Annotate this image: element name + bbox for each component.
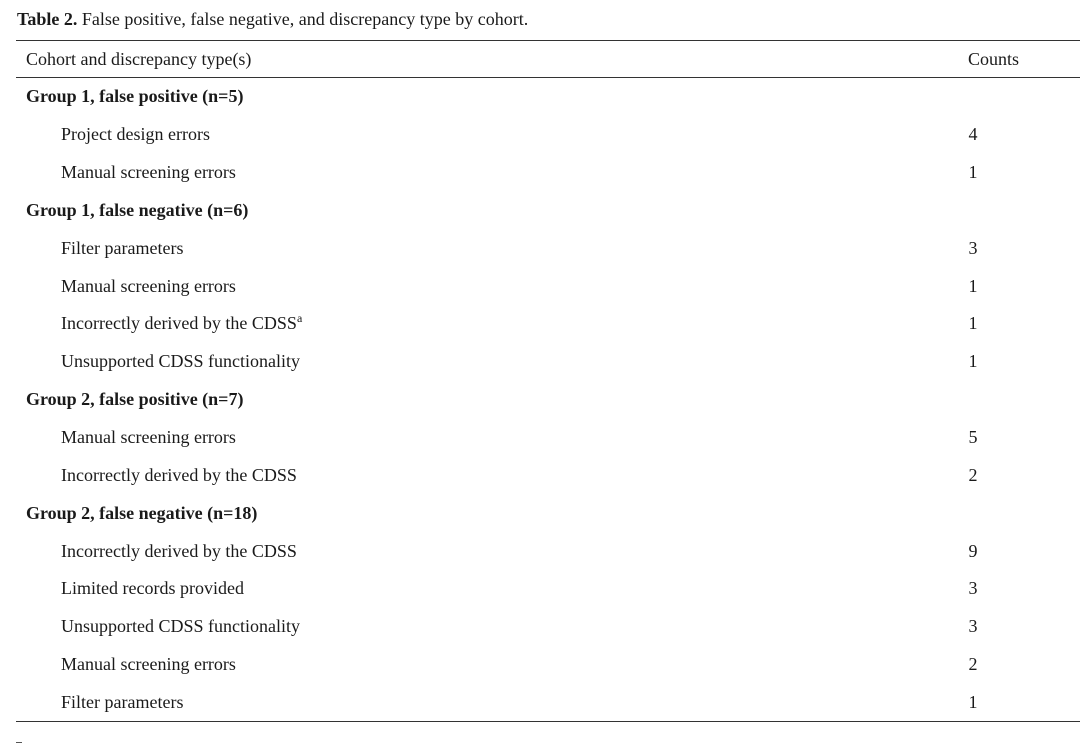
count-cell: [968, 305, 1080, 343]
count-value: 3: [968, 578, 978, 599]
table-header-row: [16, 41, 1080, 78]
table-group-row: [16, 78, 1080, 116]
count-value: 5: [968, 427, 978, 448]
count-value: 1: [968, 313, 978, 334]
count-cell: [968, 343, 1080, 381]
count-cell: [968, 116, 1080, 154]
table-row: [16, 532, 1080, 570]
count-value: 9: [968, 540, 978, 561]
discrepancy-type-text: Manual screening errors: [61, 427, 236, 448]
table-caption-label: Table 2.: [17, 9, 78, 29]
discrepancy-type-text: Unsupported CDSS functionality: [61, 351, 300, 372]
table-row: [16, 646, 1080, 684]
discrepancy-type-cell: [16, 532, 968, 570]
discrepancy-type-text: Project design errors: [61, 124, 210, 145]
discrepancy-type-cell: [16, 646, 968, 684]
count-cell: [968, 229, 1080, 267]
discrepancy-type-text: Limited records provided: [61, 578, 244, 599]
discrepancy-type-cell: [16, 305, 968, 343]
header-type-column: Cohort and discrepancy type(s): [16, 41, 968, 78]
table-row: [16, 456, 1080, 494]
count-cell: [968, 570, 1080, 608]
discrepancy-type-cell: [16, 154, 968, 192]
group-label-text: Group 1, false negative (n=6): [26, 199, 249, 220]
table-row: [16, 267, 1080, 305]
table-row: [16, 684, 1080, 722]
count-value: 1: [968, 351, 978, 372]
group-label: [16, 78, 968, 116]
count-value: 3: [968, 237, 978, 258]
table-row: [16, 419, 1080, 457]
group-label: [16, 192, 968, 230]
count-cell: [968, 532, 1080, 570]
count-cell: [968, 381, 1080, 419]
count-cell: [968, 192, 1080, 230]
discrepancy-type-cell: [16, 116, 968, 154]
count-cell: [968, 494, 1080, 532]
group-label-text: Group 2, false negative (n=18): [26, 502, 258, 523]
discrepancy-type-text: Filter parameters: [61, 691, 184, 712]
discrepancy-type-text: Incorrectly derived by the CDSS: [61, 464, 297, 485]
table-group-row: [16, 381, 1080, 419]
discrepancy-type-text: Manual screening errors: [61, 654, 236, 675]
count-cell: [968, 154, 1080, 192]
table-group-row: [16, 192, 1080, 230]
table-caption: [17, 8, 528, 30]
count-value: 1: [968, 691, 978, 712]
discrepancy-type-text: Manual screening errors: [61, 162, 236, 183]
discrepancy-type-text: Incorrectly derived by the CDSS: [61, 313, 297, 334]
discrepancy-table-container: [16, 40, 1080, 722]
discrepancy-type-cell: [16, 267, 968, 305]
count-cell: [968, 646, 1080, 684]
count-cell: [968, 419, 1080, 457]
discrepancy-type-cell: [16, 229, 968, 267]
discrepancy-type-text: Incorrectly derived by the CDSS: [61, 540, 297, 561]
group-label: [16, 381, 968, 419]
group-label-text: Group 2, false positive (n=7): [26, 389, 244, 410]
discrepancy-type-cell: [16, 419, 968, 457]
header-counts-column: Counts: [968, 41, 1080, 78]
discrepancy-type-text: Filter parameters: [61, 237, 184, 258]
count-cell: [968, 456, 1080, 494]
count-value: 2: [968, 654, 978, 675]
table-body: [16, 78, 1080, 722]
discrepancy-table: [16, 40, 1080, 722]
table-row: [16, 116, 1080, 154]
discrepancy-type-cell: [16, 343, 968, 381]
count-cell: [968, 684, 1080, 722]
count-cell: [968, 267, 1080, 305]
group-label-text: Group 1, false positive (n=5): [26, 86, 244, 107]
discrepancy-type-text: Unsupported CDSS functionality: [61, 616, 300, 637]
discrepancy-type-cell: [16, 456, 968, 494]
discrepancy-type-cell: [16, 570, 968, 608]
table-group-row: [16, 494, 1080, 532]
table-row: [16, 154, 1080, 192]
table-caption-text: False positive, false negative, and discrepancy type by cohort.: [81, 9, 529, 29]
table-row: [16, 608, 1080, 646]
count-cell: [968, 78, 1080, 116]
group-label: [16, 494, 968, 532]
count-value: 1: [968, 162, 978, 183]
discrepancy-type-cell: [16, 684, 968, 722]
table-row: [16, 343, 1080, 381]
count-value: 2: [968, 464, 978, 485]
footnote-fragment: [16, 742, 22, 747]
discrepancy-type-text: Manual screening errors: [61, 275, 236, 296]
table-row: [16, 305, 1080, 343]
footnote-marker: a: [296, 311, 303, 326]
table-row: [16, 229, 1080, 267]
count-value: 1: [968, 275, 978, 296]
count-cell: [968, 608, 1080, 646]
count-value: 3: [968, 616, 978, 637]
table-row: [16, 570, 1080, 608]
discrepancy-type-cell: [16, 608, 968, 646]
count-value: 4: [968, 124, 978, 145]
